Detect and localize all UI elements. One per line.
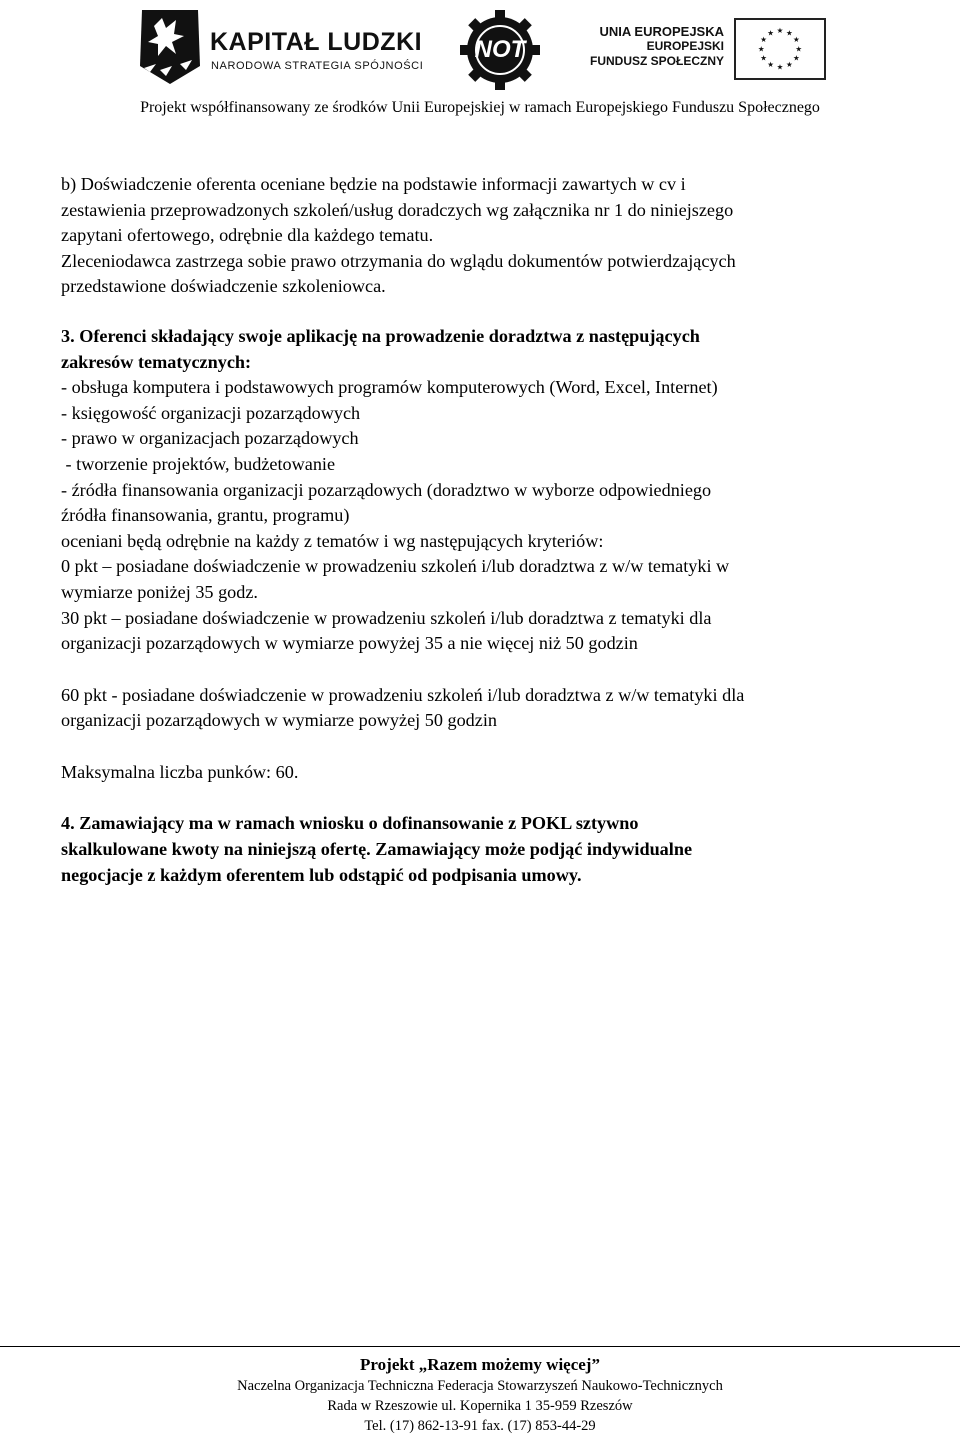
address: Rada w Rzeszowie ul. Kopernika 1 35-959 Rzeszów [327,1398,633,1414]
paragraph-line: b) Doświadczenie oferenta oceniane będzie na podstawie informacji zawartych w cv i [61,174,686,194]
svg-text:★: ★ [793,34,800,44]
paragraph-line: Zleceniodawca zastrzega sobie prawo otrzymania do wglądu dokumentów potwierdzających [61,250,736,271]
paragraph-line: 4. Zamawiający ma w ramach wniosku o dofinansowanie z POKL sztywno [61,813,639,834]
section-heading: zakresów tematycznych: [61,351,252,372]
kapital-ludzki-title: KAPITAŁ LUDZKI [210,28,423,56]
not-logo-text: NOT [474,36,526,63]
footer-divider [0,1346,960,1347]
paragraph-line: organizacji pozarządowych w wymiarze powyżej 50 godzin [61,710,497,731]
eu-logo-text [590,24,724,69]
list-item: - prawo w organizacjach pozarządowych [61,428,359,449]
phone-fax: Tel. (17) 862-13-91 fax. (17) 853-44-29 [364,1418,596,1434]
paragraph-line: zestawienia przeprowadzonych szkoleń/usług doradczych wg załącznika nr 1 do niniejszego [61,199,734,220]
max-points: Maksymalna liczba punków: 60. [61,761,299,782]
kapital-ludzki-emblem-icon [136,6,204,86]
eu-flag-icon [734,18,826,80]
svg-text:★: ★ [795,44,803,54]
svg-text:★: ★ [767,28,774,38]
list-item: - tworzenie projektów, budżetowanie [61,453,336,474]
eu-logo-line3: FUNDUSZ SPOŁECZNY [589,54,724,68]
not-logo [458,8,542,92]
svg-text:★: ★ [776,26,784,36]
list-item: - obsługa komputera i podstawowych programów komputerowych (Word, Excel, Internet) [61,377,718,398]
project-name: Projekt „Razem możemy więcej” [360,1355,600,1374]
section-4 [61,811,921,888]
criteria-intro: oceniani będą odrębnie na każdy z tematów i wg następujących kryteriów: [61,530,604,551]
svg-text:★: ★ [776,62,784,72]
svg-text:★: ★ [786,60,793,70]
criterion-30: 30 pkt – posiadane doświadczenie w prowadzeniu szkoleń i/lub doradztwa z tematyki dla [61,607,712,628]
list-item: - księgowość organizacji pozarządowych [61,402,361,423]
svg-text:★: ★ [757,44,765,54]
kapital-ludzki-subtitle: NARODOWA STRATEGIA SPÓJNOŚCI [211,60,424,72]
svg-text:★: ★ [786,28,793,38]
eu-logo-line2: EUROPEJSKI [646,39,724,53]
criterion-60 [61,683,921,734]
paragraph-line: zapytani ofertowego, odrębnie dla każdego tematu. [61,225,434,246]
kapital-ludzki-logo [136,6,424,88]
criterion-0: wymiarze poniżej 35 godz. [61,581,258,602]
organization-name: Naczelna Organizacja Techniczna Federacja Stowarzyszeń Naukowo-Technicznych [237,1378,723,1394]
section-heading: 3. Oferenci składający swoje aplikację na prowadzenie doradztwa z następujących [61,325,700,346]
paragraph-line: negocjacje z każdym oferentem lub odstąpić od podpisania umowy. [61,864,582,885]
criterion-30: organizacji pozarządowych w wymiarze powyżej 35 a nie więcej niż 50 godzin [61,633,638,654]
footer [0,1354,960,1436]
document-body [61,172,921,888]
list-item: źródła finansowania, grantu, programu) [61,505,350,526]
paragraph-line: skalkulowane kwoty na niniejszą ofertę. Zamawiający może podjąć indywidualne [61,839,693,860]
section-b [61,172,921,300]
paragraph-line: przedstawione doświadczenie szkoleniowca. [61,276,386,297]
criterion-0: 0 pkt – posiadane doświadczenie w prowadzeniu szkoleń i/lub doradztwa z w/w tematyki w [61,556,730,577]
list-item: - źródła finansowania organizacji pozarządowych (doradztwo w wyborze odpowiedniego [61,479,712,500]
cofinancing-note: Projekt współfinansowany ze środków Unii Europejskiej w ramach Europejskiego Funduszu Społecznego [140,99,820,116]
svg-text:★: ★ [793,53,800,63]
svg-text:★: ★ [767,60,774,70]
paragraph-line: 60 pkt - posiadane doświadczenie w prowadzeniu szkoleń i/lub doradztwa z w/w tematyki dla [61,684,745,705]
eu-logo-line1: UNIA EUROPEJSKA [599,24,724,39]
section-3 [61,324,921,657]
eu-logo [589,18,826,88]
svg-text:★: ★ [760,53,767,63]
svg-text:★: ★ [760,34,767,44]
